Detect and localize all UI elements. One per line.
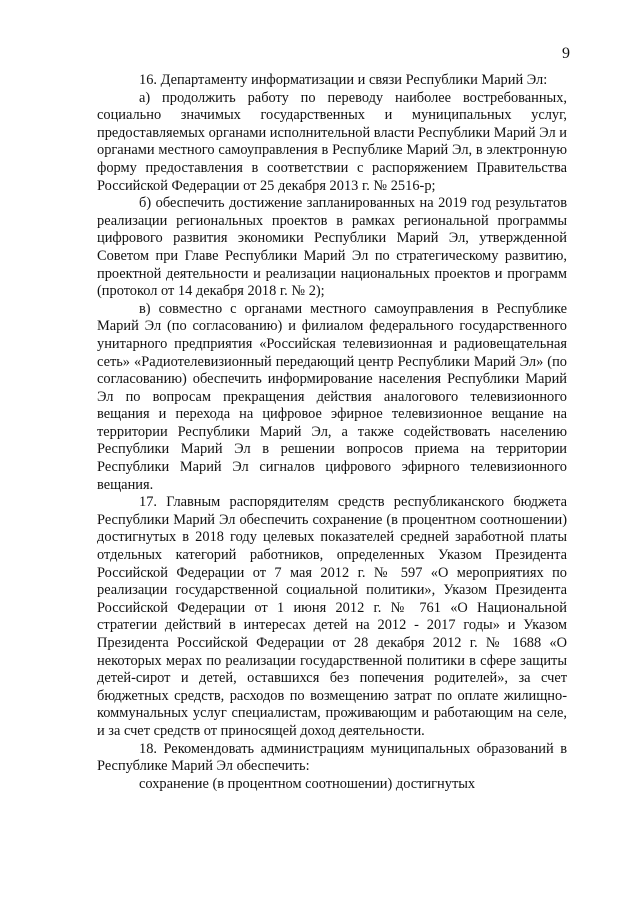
paragraph-18-continued: сохранение (в процентном соотношении) достигнутых <box>139 775 476 792</box>
document-body <box>97 72 567 793</box>
paragraph-18: 18. Рекомендовать администрациям муниципальных образований в Республике Марий Эл обеспечить: <box>97 740 567 775</box>
paragraph-17: 17. Главным распорядителям средств республиканского бюджета Республики Марий Эл обеспечить сохранение (в процентном соотношении) достигнутых в 2018 году целевых показателей средней заработной платы отдельных категорий работников, определенных Указом Президента Российской Федерации от 7 мая 2012 г. № 597 «О мероприятиях по реализации государственной социальной политики», Указом Президента Российской Федерации от 1 июня 2012 г. № 761 «О Национальной стратегии действий в интересах детей на 2012 - 2017 годы» и Указом Президента Российской Федерации от 28 декабря 2012 г. № 1688 «О некоторых мерах по реализации государственной политики в сфере защиты детей-сирот и детей, оставшихся без попечения родителей», за счет бюджетных средств, расходов по возмещению затрат по оплате жилищно-коммунальных услуг специалистам, проживающим и работающим на селе, и за счет средств от приносящей доход деятельности. <box>97 494 567 739</box>
paragraph-16a: а) продолжить работу по переводу наиболее востребованных, социально значимых государственных и муниципальных услуг, предоставляемых органами исполнительной власти Республики Марий Эл и органами местного самоуправления в Республике Марий Эл, в электронную форму предоставления в соответствии с распоряжением Правительства Российской Федерации от 25 декабря 2013 г. № 2516-р; <box>97 89 567 194</box>
paragraph-16b: б) обеспечить достижение запланированных на 2019 год результатов реализации региональных проектов в рамках региональной программы цифрового развития экономики Республики Марий Эл, утвержденной Советом при Главе Республики Марий Эл по стратегическому развитию, проектной деятельности и реализации национальных проектов и программ (протокол от 14 декабря 2018 г. № 2); <box>97 195 567 300</box>
paragraph-16v: в) совместно с органами местного самоуправления в Республике Марий Эл (по согласованию) и филиалом федерального государственного унитарного предприятия «Российская телевизионная и радиовещательная сеть» «Радиотелевизионный передающий центр Республики Марий Эл» (по согласованию) обеспечить информирование населения Республики Марий Эл по вопросам прекращения действия аналогового телевизионного вещания и перехода на цифровое эфирное телевизионное вещание на территории Республики Марий Эл, а также содействовать населению Республики Марий Эл в решении вопросов приема на территории Республики Марий Эл сигналов цифрового эфирного телевизионного вещания. <box>97 300 567 493</box>
paragraph-16-heading: 16. Департаменту информатизации и связи Республики Марий Эл: <box>139 72 548 88</box>
page-number: 9 <box>562 45 570 62</box>
